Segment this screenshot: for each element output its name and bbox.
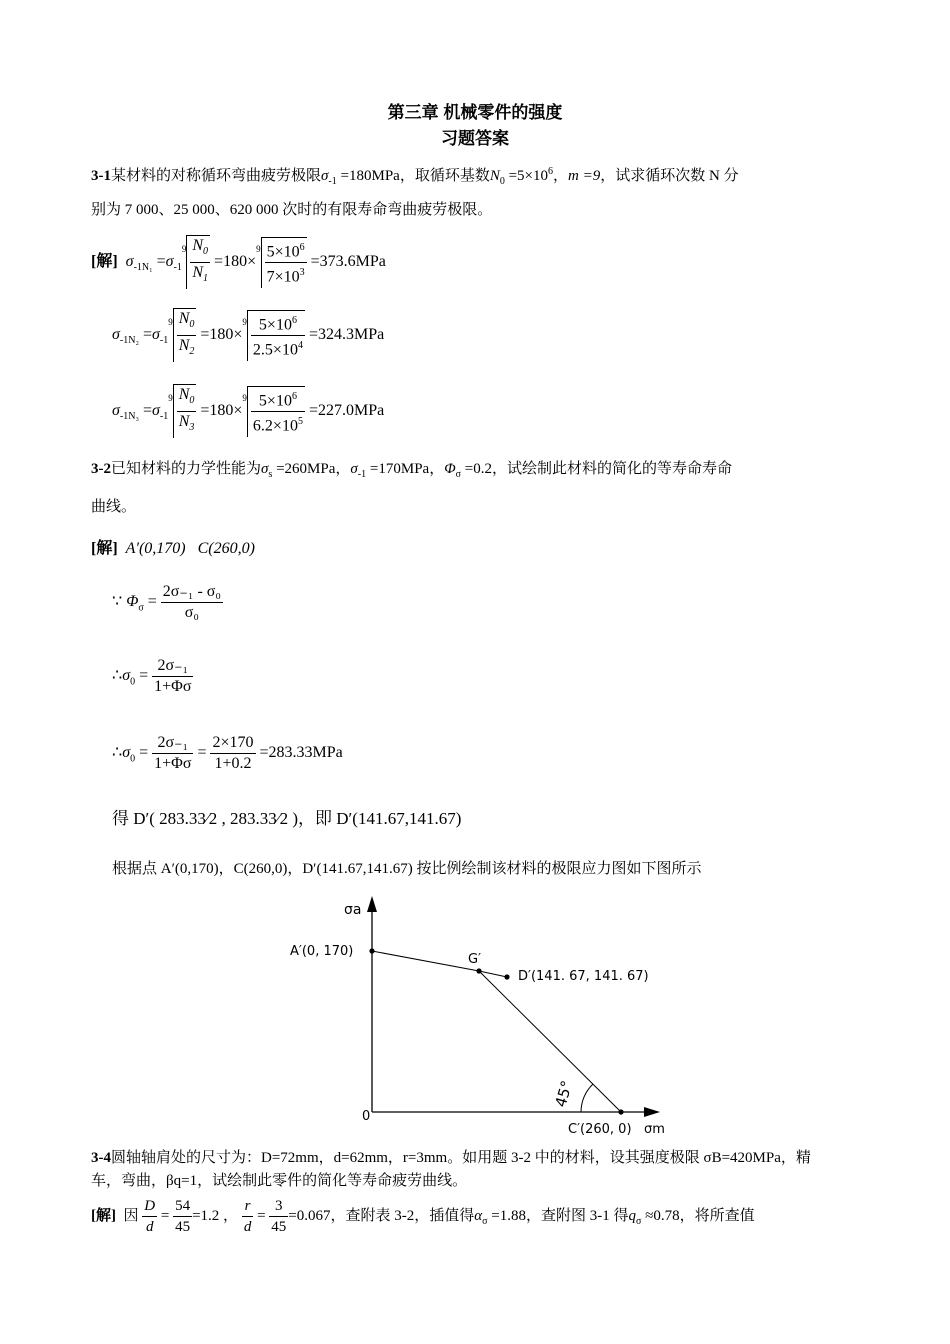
y-axis-label: σa (344, 902, 362, 918)
because-label: 因 (123, 1207, 139, 1224)
eq2-denominator: 2.5×10 (252, 341, 298, 359)
eq3-denominator: 6.2×10 (252, 417, 298, 435)
equation-3: $\sigma_{-1N_3} =\sigma_{-1}^9$ $\frac{N_0}{N_3}$ =180×$^9$ $\frac{5\times 10^6}{6.2\times 10^5}$ =227.0MPa (112, 384, 384, 438)
y-axis-arrow (367, 896, 377, 912)
problem-text: ，查附图 3-1 得 (525, 1207, 629, 1224)
sigma-minus1-value: =170MPa (369, 461, 430, 477)
sigma0-result: =283.33MPa (259, 744, 343, 762)
sigma0-numerator: 2σ₋₁ (152, 733, 193, 754)
figure-intro: 根据点 A′(0,170)，C(260,0)，D′(141.67,141.67) 按比例绘制该材料的极限应力图如下图所示 (112, 861, 702, 877)
phi-denominator: σ₀ (184, 604, 199, 621)
eq1-numerator: 5×10 (266, 243, 300, 261)
problem-text: 。如用题 3-2 中的材料，设其强度极限 σB=420MPa，精 (447, 1150, 811, 1166)
angle-label: 45° (551, 1078, 577, 1110)
equation-2: $\sigma_{-1N_2} =\sigma_{-1}^9$ $\frac{N_0}{N_2}$ =180×$^9$ $\frac{5\times 10^6}{2.5\times 10^4}$ =324.3MPa (112, 308, 384, 362)
problem-text: ，查附表 3-2，插值得 (330, 1207, 475, 1224)
problem-3-2-line1: 3-2已知材料的力学性能为$\sigma_s =260MPa$，$\sigma_{-1} =170MPa$，$\Phi_\sigma =0.2$，试绘制此材料的简化的等寿命寿命 (91, 461, 732, 480)
equation-sigma0: $\therefore\sigma_0$ = $\frac{\text{2σ₋₁}}{1+\Phi\sigma}$ (112, 657, 192, 695)
point-g-marker (476, 968, 481, 973)
d-divisor: 2 (279, 809, 289, 828)
sigma0-denominator: 1+Φσ (154, 755, 192, 772)
n0-exponent: 6 (548, 166, 554, 177)
sigma0-denominator: 1+Φσ (154, 678, 192, 695)
equation-sigma0-value: $\therefore\sigma_0$ = $\frac{\text{2σ₋₁}}{1+\Phi\sigma}$ = $\frac{2\times 170}{1+0.2}$ =283.33MPa (112, 734, 343, 772)
line-a-g (372, 951, 482, 971)
angle-arc (581, 1084, 593, 1112)
d-value: 283.33 (159, 809, 206, 828)
problem-3-4-line2: 车，弯曲，βq=1，试绘制此零件的简化等寿命疲劳曲线。 (91, 1173, 468, 1189)
dimensions: D=72mm，d=62mm，r=3mm (261, 1150, 448, 1166)
sigma0-numerator: 2σ₋₁ (152, 656, 193, 677)
line-g-c (479, 971, 621, 1112)
solution-label: [解] (91, 540, 118, 557)
phi-value: =0.2 (464, 461, 492, 477)
ratio2-value: =0.067 (288, 1207, 331, 1224)
eq1-result: =373.6MPa (310, 252, 386, 270)
sigma-s-value: =260MPa (276, 461, 336, 477)
x-axis-label: σm (644, 1122, 665, 1137)
page-title: 第三章 机械零件的强度 (387, 103, 563, 122)
limit-stress-diagram (280, 890, 680, 1140)
problem-text: ，试求循环次数 N 分 (600, 168, 739, 184)
ratio1-denominator: 45 (175, 1219, 191, 1235)
line-g-d (479, 971, 507, 977)
point-d-label: D′(141. 67, 141. 67) (518, 969, 649, 984)
eq3-numerator: 5×10 (258, 392, 292, 410)
ratio2-denominator: 45 (271, 1219, 287, 1235)
equation-1: [解] $\sigma_{-1N_1} =\sigma_{-1}^9$ $\frac{N_0}{N_1}$ =180×$^9$ $\frac{5\times 10^6}{7\times 10^3}$ =373.6MPa (91, 235, 386, 289)
eq2-numerator: 5×10 (258, 316, 292, 334)
ratio1-numerator: 54 (173, 1196, 192, 1217)
point-c-marker (618, 1109, 623, 1114)
solution-label: [解] (91, 1207, 116, 1224)
problem-text: 圆轴轴肩处的尺寸为： (111, 1150, 262, 1166)
value-denominator: 1+0.2 (214, 755, 252, 772)
point-c: C(260,0) (197, 540, 255, 557)
n0-value: =5×10 (508, 168, 549, 184)
problem-3-4-line1 (91, 1148, 811, 1168)
problem-3-1-line2: 别为 7 000、25 000、620 000 次时的有限寿命弯曲疲劳极限。 (91, 202, 493, 218)
eq3-result: =227.0MPa (308, 401, 385, 419)
sigma-value: =180MPa (340, 168, 400, 184)
problem-3-1-line1: 3-1某材料的对称循环弯曲疲劳极限$\sigma_{-1} =180MPa$，取循环基数$N_0 =5\times 10^6$，m =9，试求循环次数 N 分 (91, 166, 739, 187)
page-subtitle: 习题答案 (441, 129, 509, 148)
x-axis-arrow (644, 1107, 660, 1117)
problem-3-4-solution: [解] 因 $\frac{D}{d}$ = $\frac{54}{45}$ =1.2 ， $\frac{r}{d}$ = $\frac{3}{45}$ =0.067，查附表 3-2，插值得$\alpha_\sigma =1.88$，查附图 3-1 得$q_\sigma \approx 0.78$，将所查值 (91, 1198, 755, 1235)
equation-phi: ∵ $\Phi_\sigma$ = $\frac{\text{2σ₋₁ - σ₀}}{\text{σ₀}}$ (112, 583, 221, 621)
solution-points (91, 535, 255, 558)
point-g-label: G′ (468, 952, 482, 967)
m-value: m =9 (568, 168, 601, 184)
problem-text: ，试绘制此材料的简化的等寿命寿命 (491, 461, 732, 477)
problem-text: 某材料的对称循环弯曲疲劳极限 (111, 168, 322, 184)
problem-3-2-line2: 曲线。 (91, 499, 137, 515)
ratio1-value: =1.2 (192, 1207, 220, 1224)
problem-text: ，将所查值 (679, 1207, 755, 1224)
phi-numerator: 2σ₋₁ - σ₀ (161, 582, 223, 603)
value-numerator: 2×170 (210, 733, 255, 754)
d-value: 283.33 (230, 809, 277, 828)
problem-label: 3-1 (91, 168, 111, 184)
point-a: A′(0,170) (125, 540, 186, 557)
point-a-label: A′(0, 170) (290, 944, 354, 959)
get-label: 得 (112, 809, 129, 828)
eq1-denominator: 7×10 (266, 268, 300, 286)
eq2-result: =324.3MPa (308, 325, 385, 343)
problem-label: 3-2 (91, 461, 111, 477)
point-a-marker (369, 948, 374, 953)
problem-text: ，取循环基数 (399, 168, 490, 184)
point-d-derivation: 得 D′( 283.33⁄2 , 283.33⁄2 )，即 D′(141.67,141.67) (112, 809, 462, 828)
ratio2-numerator: 3 (269, 1196, 288, 1217)
d-divisor: 2 (208, 809, 218, 828)
point-d-marker (504, 974, 509, 979)
problem-text: 已知材料的力学性能为 (111, 461, 262, 477)
q-value: ≈0.78 (645, 1207, 680, 1224)
alpha-value: =1.88 (491, 1207, 526, 1224)
point-c-label: C′(260, 0) (568, 1122, 632, 1137)
solution-label: [解] (91, 252, 118, 270)
origin-label: 0 (362, 1109, 371, 1124)
point-d-text: ，即 D′(141.67,141.67) (298, 809, 462, 828)
problem-label: 3-4 (91, 1150, 111, 1166)
